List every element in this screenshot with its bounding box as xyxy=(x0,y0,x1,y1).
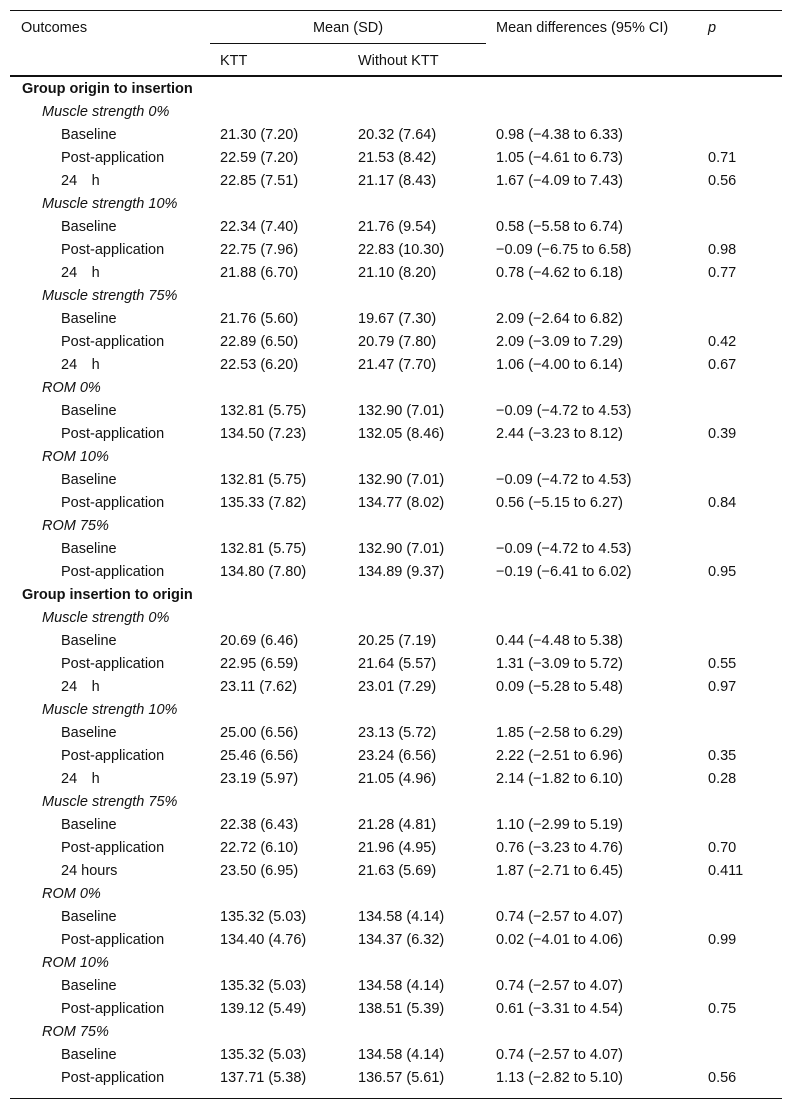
cell-without-ktt: 134.58 (4.14) xyxy=(358,909,445,925)
cell-without-ktt: 136.57 (5.61) xyxy=(358,1070,445,1086)
cell-mean-difference: 0.78 (−4.62 to 6.18) xyxy=(496,265,623,281)
cell-p-value: 0.84 xyxy=(708,495,737,511)
cell-p-value: 0.55 xyxy=(708,656,737,672)
cell-without-ktt: 132.90 (7.01) xyxy=(358,541,445,557)
cell-mean-difference: 1.87 (−2.71 to 6.45) xyxy=(496,863,623,879)
row-label: Baseline xyxy=(61,1047,117,1063)
cell-without-ktt: 21.53 (8.42) xyxy=(358,150,437,166)
bottom-rule xyxy=(10,1098,782,1099)
row-label: Post-application xyxy=(61,564,165,580)
cell-mean-difference: 0.74 (−2.57 to 4.07) xyxy=(496,978,623,994)
cell-without-ktt: 21.76 (9.54) xyxy=(358,219,437,235)
row-label: Post-application xyxy=(61,495,165,511)
row-label: Baseline xyxy=(61,909,117,925)
cell-ktt: 21.30 (7.20) xyxy=(220,127,299,143)
cell-without-ktt: 21.64 (5.57) xyxy=(358,656,437,672)
row-label: Post-application xyxy=(61,242,165,258)
cell-without-ktt: 21.05 (4.96) xyxy=(358,771,437,787)
cell-mean-difference: 2.09 (−3.09 to 7.29) xyxy=(496,334,623,350)
cell-ktt: 135.32 (5.03) xyxy=(220,978,307,994)
cell-mean-difference: 1.06 (−4.00 to 6.14) xyxy=(496,357,623,373)
cell-without-ktt: 134.89 (9.37) xyxy=(358,564,445,580)
cell-ktt: 134.50 (7.23) xyxy=(220,426,307,442)
row-label: 24 hours xyxy=(61,863,118,879)
cell-p-value: 0.77 xyxy=(708,265,737,281)
cell-without-ktt: 23.01 (7.29) xyxy=(358,679,437,695)
outcome-subheading: ROM 10% xyxy=(42,955,109,971)
cell-mean-difference: 1.85 (−2.58 to 6.29) xyxy=(496,725,623,741)
outcome-subheading: Muscle strength 75% xyxy=(42,288,178,304)
cell-ktt: 25.46 (6.56) xyxy=(220,748,299,764)
header-ktt: KTT xyxy=(220,53,248,69)
cell-ktt: 22.89 (6.50) xyxy=(220,334,299,350)
cell-mean-difference: 0.76 (−3.23 to 4.76) xyxy=(496,840,623,856)
cell-without-ktt: 134.77 (8.02) xyxy=(358,495,445,511)
row-label: 24 h xyxy=(61,679,100,695)
cell-p-value: 0.28 xyxy=(708,771,737,787)
cell-without-ktt: 21.10 (8.20) xyxy=(358,265,437,281)
cell-mean-difference: 2.09 (−2.64 to 6.82) xyxy=(496,311,623,327)
cell-without-ktt: 138.51 (5.39) xyxy=(358,1001,445,1017)
cell-mean-difference: 1.31 (−3.09 to 5.72) xyxy=(496,656,623,672)
cell-without-ktt: 20.32 (7.64) xyxy=(358,127,437,143)
outcome-subheading: ROM 0% xyxy=(42,886,101,902)
cell-mean-difference: 0.02 (−4.01 to 4.06) xyxy=(496,932,623,948)
cell-ktt: 25.00 (6.56) xyxy=(220,725,299,741)
row-label: Post-application xyxy=(61,656,165,672)
cell-p-value: 0.99 xyxy=(708,932,737,948)
cell-mean-difference: −0.09 (−6.75 to 6.58) xyxy=(496,242,632,258)
cell-ktt: 23.19 (5.97) xyxy=(220,771,299,787)
cell-mean-difference: 0.09 (−5.28 to 5.48) xyxy=(496,679,623,695)
cell-ktt: 132.81 (5.75) xyxy=(220,403,307,419)
row-label: 24 h xyxy=(61,771,100,787)
row-label: Baseline xyxy=(61,311,117,327)
cell-ktt: 22.53 (6.20) xyxy=(220,357,299,373)
outcome-subheading: ROM 0% xyxy=(42,380,101,396)
header-p: p xyxy=(708,20,717,36)
cell-ktt: 21.76 (5.60) xyxy=(220,311,299,327)
cell-without-ktt: 21.17 (8.43) xyxy=(358,173,437,189)
row-label: Baseline xyxy=(61,633,117,649)
cell-mean-difference: 1.67 (−4.09 to 7.43) xyxy=(496,173,623,189)
cell-without-ktt: 132.90 (7.01) xyxy=(358,403,445,419)
cell-ktt: 134.40 (4.76) xyxy=(220,932,307,948)
cell-p-value: 0.56 xyxy=(708,1070,737,1086)
cell-mean-difference: 0.56 (−5.15 to 6.27) xyxy=(496,495,623,511)
group-heading: Group insertion to origin xyxy=(22,587,193,603)
cell-mean-difference: 2.22 (−2.51 to 6.96) xyxy=(496,748,623,764)
row-label: Post-application xyxy=(61,426,165,442)
row-label: Baseline xyxy=(61,725,117,741)
outcome-subheading: ROM 75% xyxy=(42,518,109,534)
cell-p-value: 0.98 xyxy=(708,242,737,258)
outcome-subheading: ROM 75% xyxy=(42,1024,109,1040)
mean-sd-rule xyxy=(210,43,486,44)
row-label: Baseline xyxy=(61,472,117,488)
cell-p-value: 0.95 xyxy=(708,564,737,580)
cell-mean-difference: −0.19 (−6.41 to 6.02) xyxy=(496,564,632,580)
cell-p-value: 0.71 xyxy=(708,150,737,166)
cell-ktt: 23.11 (7.62) xyxy=(220,679,298,695)
row-label: Baseline xyxy=(61,219,117,235)
cell-mean-difference: 2.44 (−3.23 to 8.12) xyxy=(496,426,623,442)
cell-without-ktt: 20.25 (7.19) xyxy=(358,633,437,649)
outcome-subheading: Muscle strength 0% xyxy=(42,104,170,120)
cell-ktt: 134.80 (7.80) xyxy=(220,564,307,580)
cell-ktt: 22.75 (7.96) xyxy=(220,242,299,258)
outcome-subheading: Muscle strength 10% xyxy=(42,702,178,718)
cell-without-ktt: 21.28 (4.81) xyxy=(358,817,437,833)
cell-mean-difference: 2.14 (−1.82 to 6.10) xyxy=(496,771,623,787)
outcome-subheading: Muscle strength 10% xyxy=(42,196,178,212)
cell-mean-difference: −0.09 (−4.72 to 4.53) xyxy=(496,541,632,557)
cell-ktt: 135.33 (7.82) xyxy=(220,495,307,511)
cell-mean-difference: 0.61 (−3.31 to 4.54) xyxy=(496,1001,623,1017)
row-label: 24 h xyxy=(61,357,100,373)
cell-ktt: 22.72 (6.10) xyxy=(220,840,299,856)
row-label: Post-application xyxy=(61,1070,165,1086)
row-label: Baseline xyxy=(61,541,117,557)
cell-ktt: 132.81 (5.75) xyxy=(220,472,307,488)
cell-p-value: 0.42 xyxy=(708,334,737,350)
cell-mean-difference: 0.74 (−2.57 to 4.07) xyxy=(496,909,623,925)
cell-p-value: 0.75 xyxy=(708,1001,737,1017)
cell-without-ktt: 132.90 (7.01) xyxy=(358,472,445,488)
cell-ktt: 135.32 (5.03) xyxy=(220,909,307,925)
row-label: Baseline xyxy=(61,127,117,143)
header-rule xyxy=(10,75,782,77)
top-rule xyxy=(10,10,782,11)
cell-without-ktt: 132.05 (8.46) xyxy=(358,426,445,442)
cell-ktt: 22.34 (7.40) xyxy=(220,219,299,235)
cell-ktt: 21.88 (6.70) xyxy=(220,265,299,281)
row-label: Baseline xyxy=(61,817,117,833)
cell-ktt: 22.38 (6.43) xyxy=(220,817,299,833)
cell-ktt: 137.71 (5.38) xyxy=(220,1070,307,1086)
cell-mean-difference: 1.13 (−2.82 to 5.10) xyxy=(496,1070,623,1086)
cell-mean-difference: 0.58 (−5.58 to 6.74) xyxy=(496,219,623,235)
cell-ktt: 135.32 (5.03) xyxy=(220,1047,307,1063)
cell-ktt: 22.85 (7.51) xyxy=(220,173,299,189)
row-label: Post-application xyxy=(61,1001,165,1017)
row-label: Post-application xyxy=(61,932,165,948)
row-label: Post-application xyxy=(61,840,165,856)
cell-without-ktt: 23.24 (6.56) xyxy=(358,748,437,764)
cell-mean-difference: 0.98 (−4.38 to 6.33) xyxy=(496,127,623,143)
outcome-subheading: Muscle strength 0% xyxy=(42,610,170,626)
cell-p-value: 0.67 xyxy=(708,357,737,373)
header-mean-sd: Mean (SD) xyxy=(312,20,384,36)
cell-without-ktt: 21.47 (7.70) xyxy=(358,357,437,373)
header-without-ktt: Without KTT xyxy=(358,53,439,69)
cell-ktt: 139.12 (5.49) xyxy=(220,1001,307,1017)
cell-mean-difference: −0.09 (−4.72 to 4.53) xyxy=(496,472,632,488)
cell-ktt: 20.69 (6.46) xyxy=(220,633,299,649)
cell-without-ktt: 134.37 (6.32) xyxy=(358,932,445,948)
group-heading: Group origin to insertion xyxy=(22,81,193,97)
cell-p-value: 0.39 xyxy=(708,426,737,442)
cell-ktt: 23.50 (6.95) xyxy=(220,863,299,879)
cell-mean-difference: 0.74 (−2.57 to 4.07) xyxy=(496,1047,623,1063)
cell-without-ktt: 19.67 (7.30) xyxy=(358,311,437,327)
row-label: Post-application xyxy=(61,748,165,764)
cell-p-value: 0.56 xyxy=(708,173,737,189)
cell-without-ktt: 21.63 (5.69) xyxy=(358,863,437,879)
cell-without-ktt: 20.79 (7.80) xyxy=(358,334,437,350)
cell-p-value: 0.411 xyxy=(708,863,744,879)
cell-p-value: 0.97 xyxy=(708,679,737,695)
cell-without-ktt: 22.83 (10.30) xyxy=(358,242,445,258)
cell-mean-difference: 1.10 (−2.99 to 5.19) xyxy=(496,817,623,833)
row-label: Post-application xyxy=(61,334,165,350)
cell-ktt: 132.81 (5.75) xyxy=(220,541,307,557)
cell-without-ktt: 134.58 (4.14) xyxy=(358,978,445,994)
header-outcomes: Outcomes xyxy=(21,20,88,36)
cell-p-value: 0.35 xyxy=(708,748,737,764)
cell-ktt: 22.95 (6.59) xyxy=(220,656,299,672)
cell-without-ktt: 23.13 (5.72) xyxy=(358,725,437,741)
cell-without-ktt: 21.96 (4.95) xyxy=(358,840,437,856)
outcome-subheading: ROM 10% xyxy=(42,449,109,465)
row-label: 24 h xyxy=(61,265,100,281)
cell-mean-difference: −0.09 (−4.72 to 4.53) xyxy=(496,403,632,419)
row-label: Post-application xyxy=(61,150,165,166)
cell-ktt: 22.59 (7.20) xyxy=(220,150,299,166)
cell-p-value: 0.70 xyxy=(708,840,737,856)
outcome-subheading: Muscle strength 75% xyxy=(42,794,178,810)
header-mean-differences: Mean differences (95% CI) xyxy=(496,20,669,36)
cell-mean-difference: 0.44 (−4.48 to 5.38) xyxy=(496,633,623,649)
cell-mean-difference: 1.05 (−4.61 to 6.73) xyxy=(496,150,623,166)
row-label: Baseline xyxy=(61,403,117,419)
row-label: Baseline xyxy=(61,978,117,994)
row-label: 24 h xyxy=(61,173,100,189)
cell-without-ktt: 134.58 (4.14) xyxy=(358,1047,445,1063)
